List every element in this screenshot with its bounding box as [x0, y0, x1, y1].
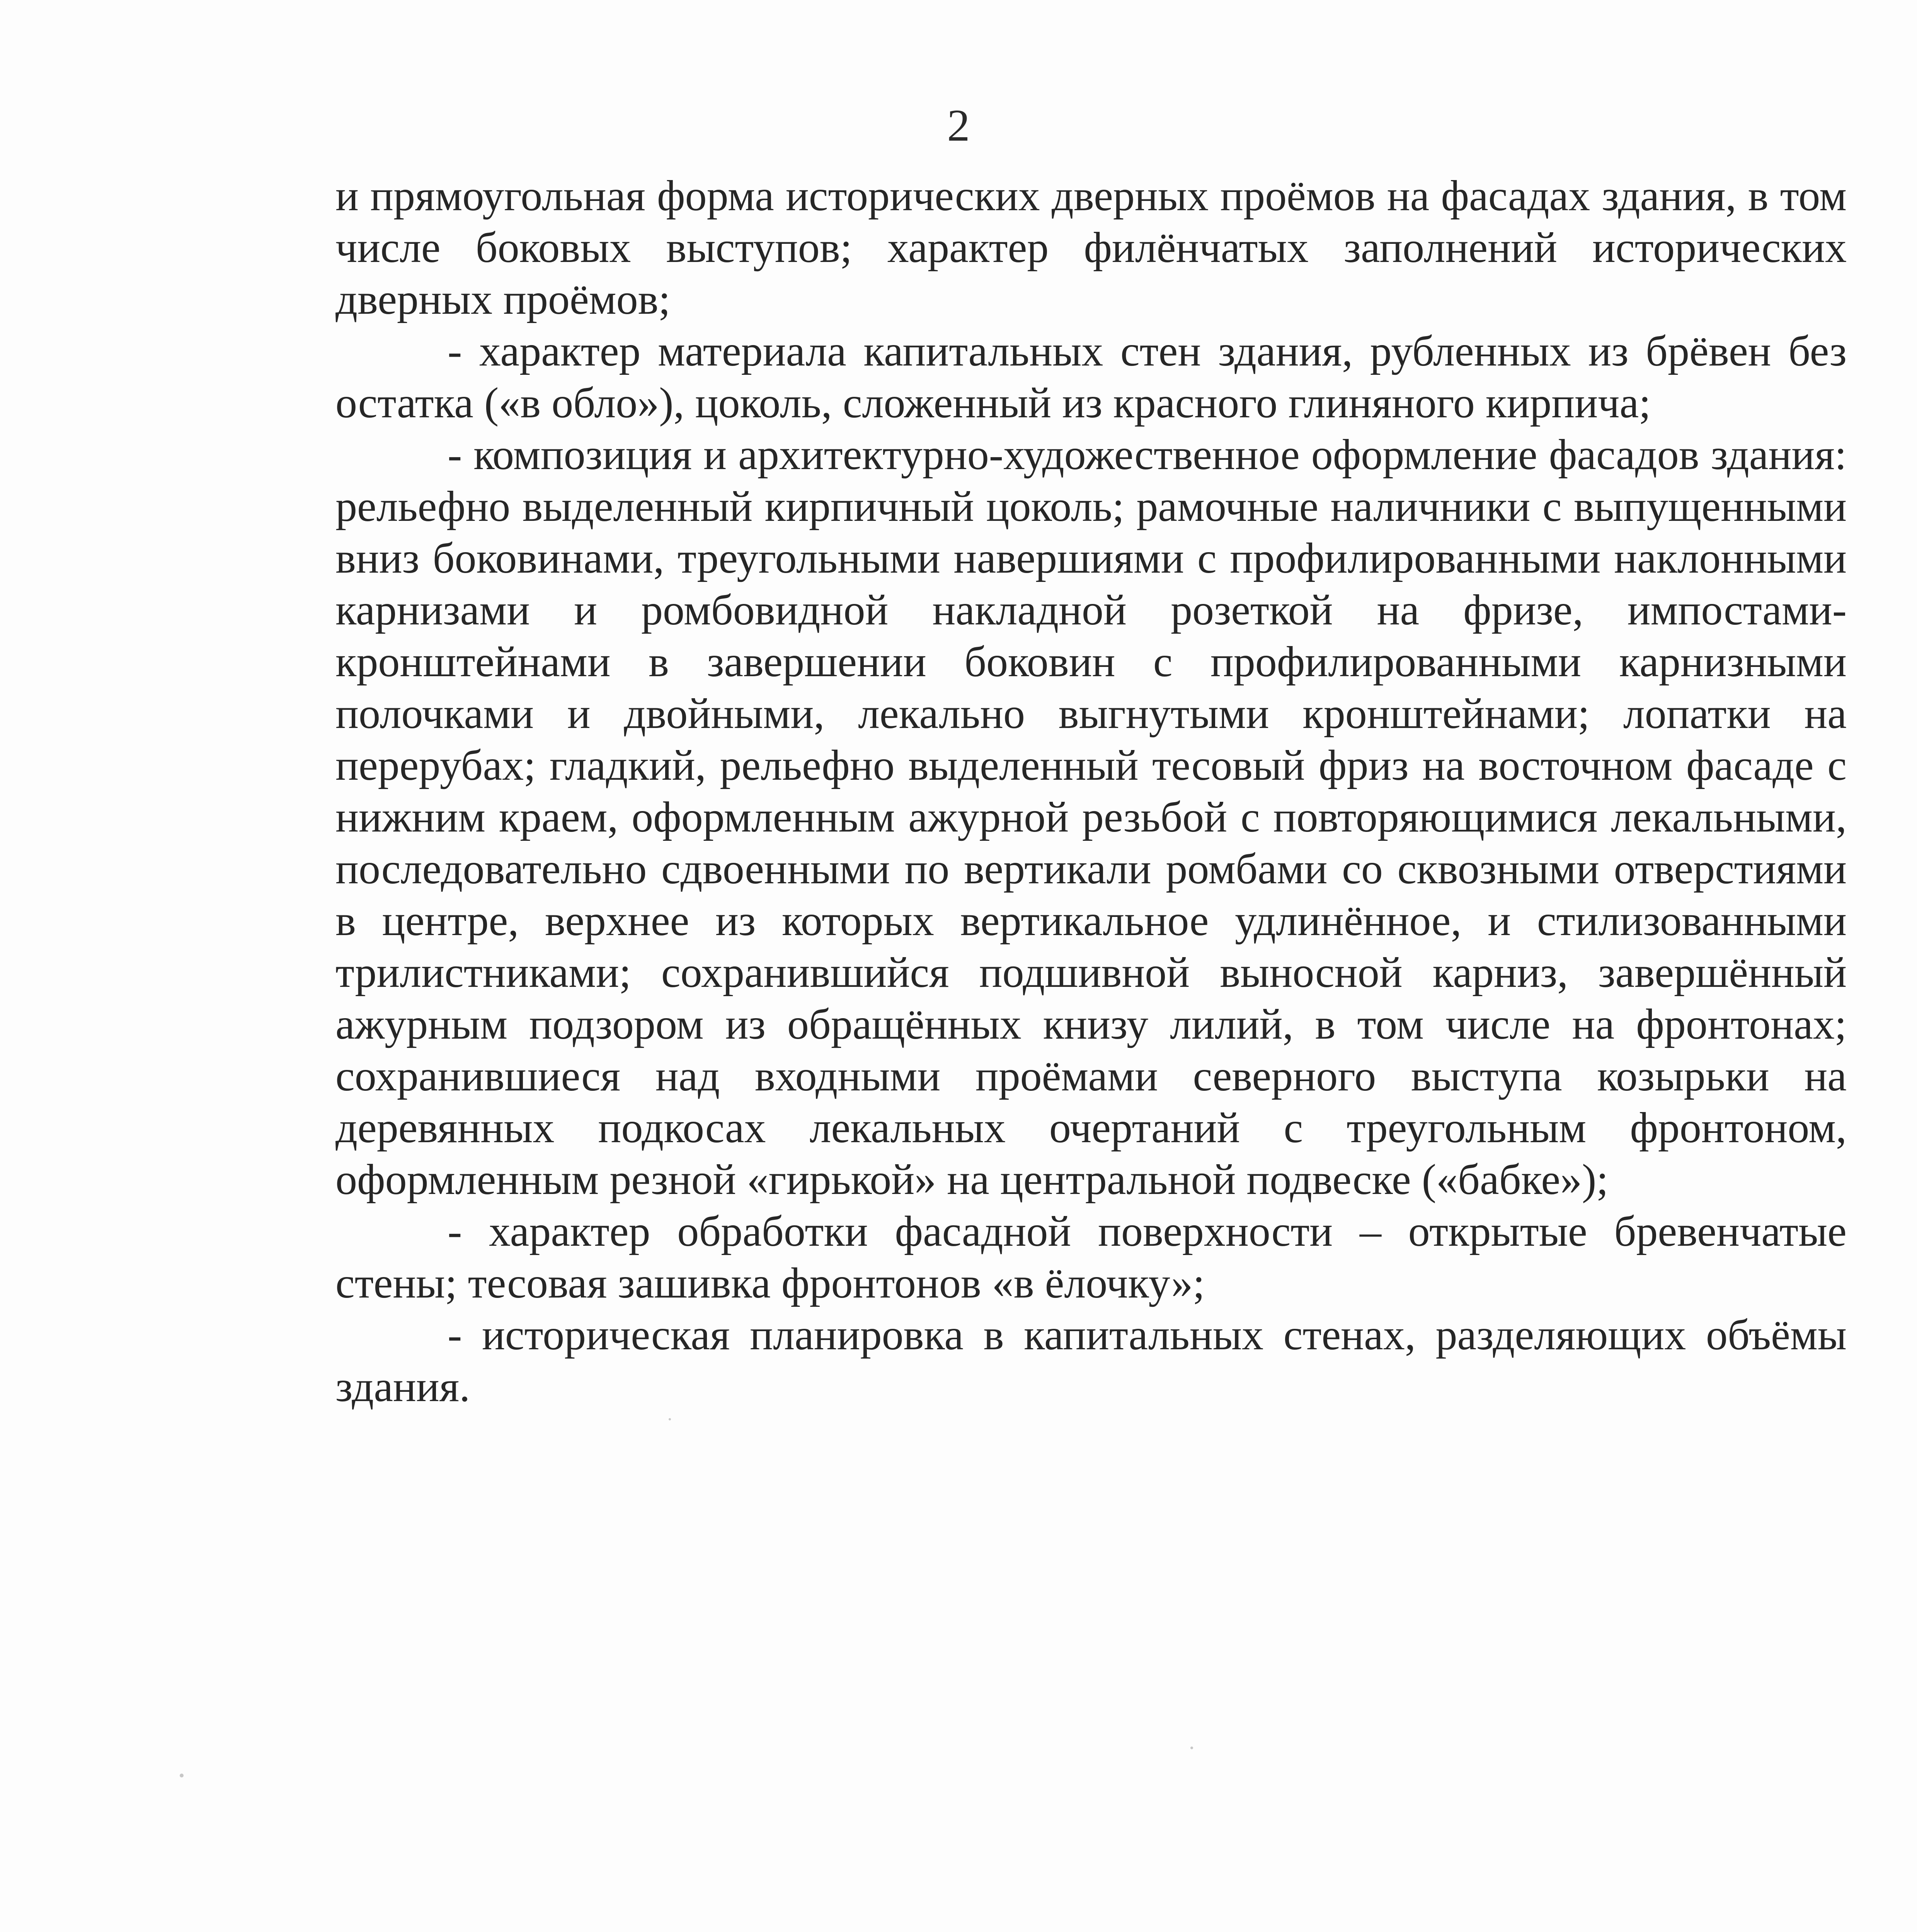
- page-number: 2: [947, 100, 970, 151]
- paragraph-wall-material: - характер материала капитальных стен здания, рубленных из брёвен без остатка («в обло»), цоколь, сложенный из красного глиняного кирпича;: [335, 327, 1847, 427]
- scan-speck: [1190, 1747, 1193, 1749]
- paragraph-continuation: и прямоугольная форма исторических дверных проёмов на фасадах здания, в том числе боковых выступов; характер филёнчатых заполнений исторических дверных проёмов;: [335, 172, 1847, 323]
- paragraph-historic-layout: - историческая планировка в капитальных стенах, разделяющих объёмы здания.: [335, 1311, 1847, 1411]
- scan-speck: [180, 1774, 184, 1777]
- scan-speck: [669, 1418, 671, 1420]
- paragraph-facade-surface: - характер обработки фасадной поверхности – открытые бревенчатые стены; тесовая зашивка фронтонов «в ёлочку»;: [335, 1208, 1847, 1307]
- document-body: [335, 170, 1847, 1413]
- paragraph-facade-composition: - композиция и архитектурно-художественное оформление фасадов здания: рельефно выделенный кирпичный цоколь; рамочные наличники с выпущенными вниз боковинами, треугольными навершиями с профилированными наклонными карнизами и ромбовидной накладной розеткой на фризе, импостами-кронштейнами в завершении боковин с профилированными карнизными полочками и двойными, лекально выгнутыми кронштейнами; лопатки на перерубах; гладкий, рельефно выделенный тесовый фриз на восточном фасаде с нижним краем, оформленным ажурной резьбой с повторяющимися лекальными, последовательно сдвоенными по вертикали ромбами со сквозными отверстиями в центре, верхнее из которых вертикальное удлинённое, и стилизованными трилистниками; сохранившийся подшивной выносной карниз, завершённый ажурным подзором из обращённых книзу лилий, в том числе на фронтонах; сохранившиеся над входными проёмами северного выступа козырьки на деревянных подкосах лекальных очертаний с треугольным фронтоном, оформленным резной «гирькой» на центральной подвеске («бабке»);: [335, 431, 1847, 1204]
